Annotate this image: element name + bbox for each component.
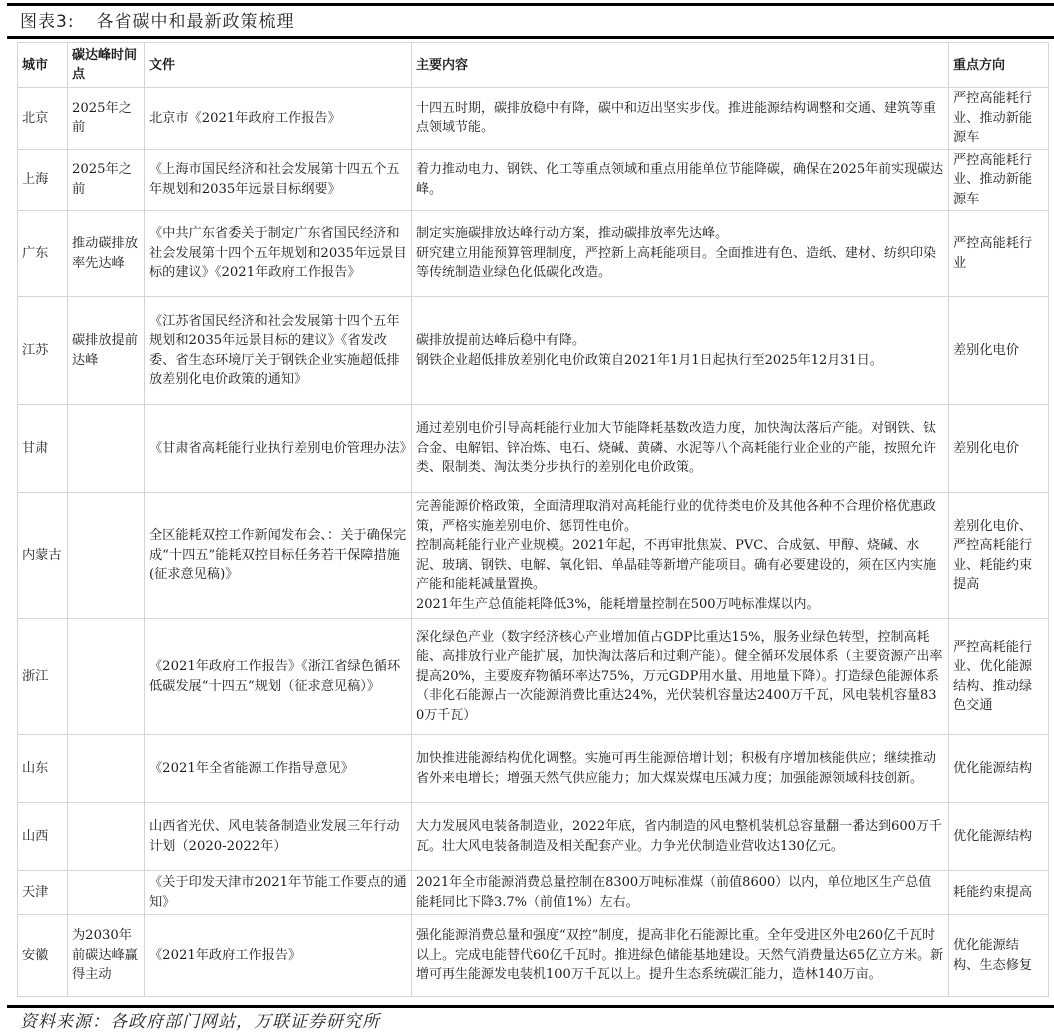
cell-focus: 严控高能耗行业、推动新能源车 [949, 149, 1049, 211]
main-content-paragraph: 钢铁企业超低排放差别化电价政策自2021年1月1日起执行至2025年12月31日。 [416, 352, 883, 368]
main-content-paragraph: 碳排放提前达峰后稳中有降。 [416, 333, 586, 348]
cell-peak-time [68, 735, 145, 803]
cell-city: 上海 [18, 149, 68, 211]
header-focus: 重点方向 [949, 43, 1049, 88]
cell-main-content [412, 619, 949, 735]
cell-document: 《2021年政府工作报告》《浙江省绿色循环低碳发展“十四五”规划（征求意见稿）》 [145, 619, 412, 735]
header-document: 文件 [145, 43, 412, 88]
main-content-paragraph: 控制高耗能行业产业规模。2021年起，不再审批焦炭、PVC、合成氨、甲醇、烧碱、水泥、玻璃、钢铁、电解、氧化铝、单晶硅等新增产能项目。确有必要建设的，须在区内实施产能和能耗减量置换。 [416, 538, 937, 592]
figure-title [20, 8, 295, 36]
cell-peak-time: 2025年之前 [68, 149, 145, 211]
cell-main-content [412, 211, 949, 297]
cell-focus: 差别化电价 [949, 297, 1049, 405]
cell-city: 内蒙古 [18, 493, 68, 619]
main-content-paragraph: 制定实施碳排放达峰行动方案，推动碳排放率先达峰。 [416, 226, 729, 242]
main-content-paragraph: 深化绿色产业（数字经济核心产业增加值占GDP比重达15%，服务业绿色转型，控制高耗能、高排放行业产能扩展，加快淘汰落后和过剩产能）。健全循环发展体系（主要资源产出率提高20%，主要废弃物循环率达75%，万元GDP用水量、用地量下降）。打造绿色能源体系（非化石能源占一次能源消费比重达24%，光伏装机容量达2400万千瓦，风电装机容量830万千瓦） [416, 629, 943, 723]
cell-document: 全区能耗双控工作新闻发布会、：关于确保完成“十四五”能耗双控目标任务若干保障措施(征求意见稿)》 [145, 493, 412, 619]
cell-main-content [412, 297, 949, 405]
main-content-paragraph: 2021年全市能源消费总量控制在8300万吨标准煤（前值8600）以内，单位地区生产总值能耗同比下降3.7%（前值1%）左右。 [416, 875, 932, 910]
table-row [18, 149, 1049, 211]
table-row [18, 915, 1049, 997]
title-rule [7, 36, 1054, 39]
cell-focus: 差别化电价 [949, 405, 1049, 493]
cell-focus: 优化能源结构 [949, 735, 1049, 803]
cell-city: 甘肃 [18, 405, 68, 493]
cell-main-content [412, 149, 949, 211]
table-header-row [18, 43, 1049, 88]
policy-table [17, 42, 1049, 997]
cell-main-content [412, 803, 949, 871]
cell-main-content [412, 405, 949, 493]
cell-focus: 严控高能耗行业 [949, 211, 1049, 297]
table-row [18, 871, 1049, 915]
cell-main-content [412, 915, 949, 997]
table-row [18, 405, 1049, 493]
main-content-paragraph: 加快推进能源结构优化调整。实施可再生能源倍增计划；积极有序增加核能供应；继续推动省外来电增长；增强天然气供应能力；加大煤炭煤电压减力度；加强能源领域科技创新。 [416, 751, 937, 786]
cell-main-content [412, 871, 949, 915]
cell-document: 《中共广东省委关于制定广东省国民经济和社会发展第十四个五年规划和2035年远景目标的建议》《2021年政府工作报告》 [145, 211, 412, 297]
bottom-rule [7, 1005, 1054, 1008]
main-content-paragraph: 完善能源价格政策，全面清理取消对高耗能行业的优待类电价及其他各种不合理价格优惠政策，严格实施差别电价、惩罚性电价。 [416, 499, 937, 534]
cell-focus: 优化能源结构 [949, 803, 1049, 871]
main-content-paragraph: 通过差别电价引导高耗能行业加大节能降耗基数改造力度，加快淘汰落后产能。对钢铁、钛合金、电解铝、锌冶炼、电石、烧碱、黄磷、水泥等八个高耗能行业企业的产能，按照允许类、限制类、淘汰类分步执行的差别化电价政策。 [416, 421, 937, 476]
cell-main-content [412, 493, 949, 619]
table-row [18, 803, 1049, 871]
cell-city: 江苏 [18, 297, 68, 405]
cell-peak-time [68, 493, 145, 619]
cell-peak-time: 为2030年前碳达峰赢得主动 [68, 915, 145, 997]
cell-document: 《甘肃省高耗能行业执行差别电价管理办法》 [145, 405, 412, 493]
figure-label: 图表3: [20, 12, 75, 32]
cell-focus: 差别化电价、严控高耗能行业、耗能约束提高 [949, 493, 1049, 619]
cell-peak-time [68, 405, 145, 493]
figure-title-text: 各省碳中和最新政策梳理 [96, 12, 295, 32]
table-row [18, 735, 1049, 803]
cell-city: 山西 [18, 803, 68, 871]
main-content-paragraph: 2021年生产总值能耗降低3%，能耗增量控制在500万吨标准煤以内。 [416, 596, 820, 612]
header-city: 城市 [18, 43, 68, 88]
cell-peak-time: 碳排放提前达峰 [68, 297, 145, 405]
cell-focus: 严控高耗能行业、优化能源结构、推动绿色交通 [949, 619, 1049, 735]
table-row [18, 211, 1049, 297]
cell-focus: 严控高能耗行业、推动新能源车 [949, 88, 1049, 150]
main-content-paragraph: 着力推动电力、钢铁、化工等重点领域和重点用能单位节能降碳，确保在2025年前实现碳达峰。 [416, 162, 944, 197]
cell-focus: 优化能源结构、生态修复 [949, 915, 1049, 997]
cell-document: 山西省光伏、风电装备制造业发展三年行动计划（2020-2022年） [145, 803, 412, 871]
source-note: 资料来源：各政府部门网站，万联证券研究所 [20, 1012, 380, 1032]
main-content-paragraph: 大力发展风电装备制造业，2022年底，省内制造的风电整机装机总容量翻一番达到600万千瓦。壮大风电装备制造及相关配套产业。力争光伏制造业营收达130亿元。 [416, 819, 942, 854]
cell-peak-time: 2025年之前 [68, 88, 145, 150]
cell-document: 《江苏省国民经济和社会发展第十四个五年规划和2035年远景目标的建议》《省发改委、省生态环境厅关于钢铁企业实施超低排放差别化电价政策的通知》 [145, 297, 412, 405]
cell-focus: 耗能约束提高 [949, 871, 1049, 915]
cell-document: 《上海市国民经济和社会发展第十四五个五年规划和2035年远景目标纲要》 [145, 149, 412, 211]
cell-document: 北京市《2021年政府工作报告》 [145, 88, 412, 150]
cell-main-content [412, 88, 949, 150]
cell-city: 天津 [18, 871, 68, 915]
main-content-paragraph: 十四五时期，碳排放稳中有降，碳中和迈出坚实步伐。推进能源结构调整和交通、建筑等重点领域节能。 [416, 100, 937, 136]
cell-peak-time [68, 871, 145, 915]
cell-document: 《关于印发天津市2021年节能工作要点的通知》 [145, 871, 412, 915]
table-row [18, 619, 1049, 735]
cell-city: 广东 [18, 211, 68, 297]
cell-document: 《2021年全省能源工作指导意见》 [145, 735, 412, 803]
cell-peak-time: 推动碳排放率先达峰 [68, 211, 145, 297]
header-main-content: 主要内容 [412, 43, 949, 88]
cell-document: 《2021年政府工作报告》 [145, 915, 412, 997]
cell-main-content [412, 735, 949, 803]
cell-peak-time [68, 803, 145, 871]
header-peak-time: 碳达峰时间点 [68, 43, 145, 88]
main-content-paragraph: 研究建立用能预算管理制度，严控新上高耗能项目。全面推进有色、造纸、建材、纺织印染等传统制造业绿色化低碳化改造。 [416, 245, 937, 281]
cell-city: 山东 [18, 735, 68, 803]
main-content-paragraph: 强化能源消费总量和强度“双控”制度，提高非化石能源比重。全年受进区外电260亿千瓦时以上。完成电能替代60亿千瓦时。推进绿色储能基地建设。天然气消费量达65亿立方米。新增可再生能源发电装机100万千瓦以上。提升生态系统碳汇能力，造林140万亩。 [416, 928, 944, 983]
table-row [18, 493, 1049, 619]
table-row [18, 88, 1049, 150]
cell-city: 北京 [18, 88, 68, 150]
cell-peak-time [68, 619, 145, 735]
cell-city: 安徽 [18, 915, 68, 997]
table-row [18, 297, 1049, 405]
top-rule [7, 3, 1054, 6]
cell-city: 浙江 [18, 619, 68, 735]
